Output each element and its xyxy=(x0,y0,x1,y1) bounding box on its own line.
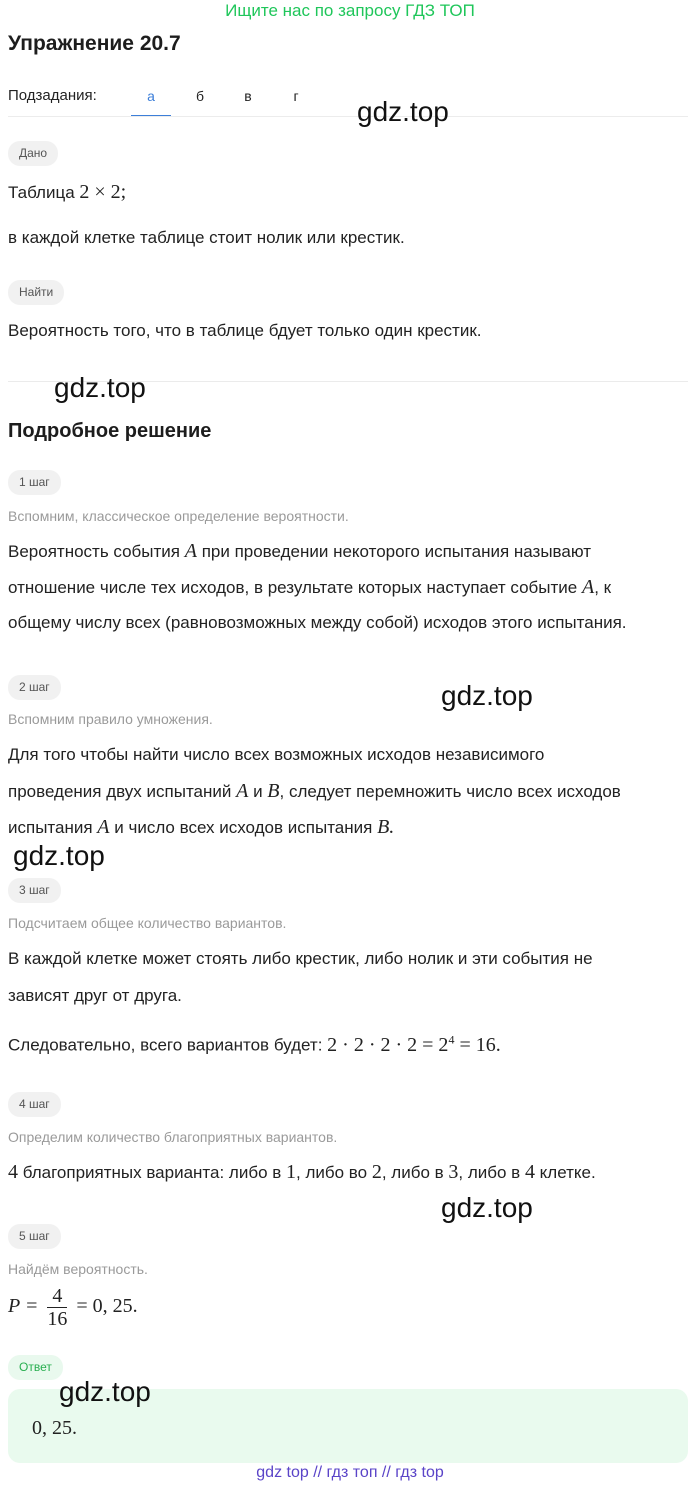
watermark: gdz.top xyxy=(441,1192,533,1223)
answer-value: 0, 25. xyxy=(32,1417,77,1439)
step-5-formula: P = $\frac{4}{16}$ = 0, 25. xyxy=(8,1285,138,1330)
tab-a[interactable]: а xyxy=(131,79,171,117)
step-2-text: , следует перемножить число всех исходов xyxy=(279,782,621,801)
given-badge: Дано xyxy=(8,141,58,166)
step-1-hint: Вспомним, классическое определение вероятности. xyxy=(8,508,349,524)
step-3-badge: 3 шаг xyxy=(8,878,61,903)
step-1-text: отношение числе тех исходов, в результате которых наступает событие xyxy=(8,578,578,597)
var-a: A xyxy=(581,576,595,598)
watermark: gdz.top xyxy=(54,372,146,403)
var-a: A xyxy=(97,816,110,838)
answer-badge: Ответ xyxy=(8,1355,63,1380)
watermark: gdz.top xyxy=(357,96,449,127)
step-3-text: Следовательно, всего вариантов будет: xyxy=(8,1035,323,1055)
watermark: gdz.top xyxy=(441,680,533,711)
step-2-hint: Вспомним правило умножения. xyxy=(8,711,213,727)
step-2-text: и число всех исходов испытания xyxy=(114,818,373,837)
var-b: B. xyxy=(377,816,395,838)
step-1-line-2 xyxy=(8,569,611,606)
find-badge: Найти xyxy=(8,280,64,305)
tab-b[interactable]: б xyxy=(195,88,205,104)
step-1-line-3: общему числу всех (равновозможных между собой) исходов этого испытания. xyxy=(8,613,627,632)
step-4-line: 4 благоприятных варианта: либо в 1, либо во 2, либо в 3, либо в 4 клетке. xyxy=(8,1161,596,1183)
tab-v[interactable]: в xyxy=(244,88,252,104)
step-2-text: испытания xyxy=(8,818,93,837)
step-3-line-3 xyxy=(8,1021,501,1064)
step-4-hint: Определим количество благоприятных вариантов. xyxy=(8,1129,338,1145)
tabs-divider xyxy=(8,116,688,117)
tab-g[interactable]: г xyxy=(293,88,299,104)
step-1-text: , к xyxy=(594,578,612,597)
step-2-text: и xyxy=(253,782,263,801)
step-1-text: при проведении некоторого испытания называют xyxy=(201,542,592,561)
step-3-line-1: В каждой клетке может стоять либо крестик, либо нолик и эти события не xyxy=(8,949,593,968)
find-text: Вероятность того, что в таблице бдует только один крестик. xyxy=(8,321,482,340)
step-3-hint: Подсчитаем общее количество вариантов. xyxy=(8,915,287,931)
given-line-1-text: Таблица xyxy=(8,183,75,202)
var-a: A xyxy=(184,540,197,562)
step-5-badge: 5 шаг xyxy=(8,1224,61,1249)
given-line-2: в каждой клетке таблице стоит нолик или крестик. xyxy=(8,228,405,247)
given-line-1-math: 2 × 2; xyxy=(79,181,127,203)
step-3-line-2: зависят друг от друга. xyxy=(8,986,182,1005)
step-2-line-1: Для того чтобы найти число всех возможных исходов независимого xyxy=(8,745,545,764)
var-b: B xyxy=(267,780,280,802)
footer-links[interactable]: gdz top // гдз топ // гдз top xyxy=(256,1464,444,1481)
page-title: Упражнение 20.7 xyxy=(8,32,181,55)
step-1-text: Вероятность события xyxy=(8,542,180,561)
step-5-hint: Найдём вероятность. xyxy=(8,1261,148,1277)
step-1-badge: 1 шаг xyxy=(8,470,61,495)
watermark: gdz.top xyxy=(13,840,105,871)
step-4-badge: 4 шаг xyxy=(8,1092,61,1117)
step-1-line-1 xyxy=(8,533,591,570)
var-a: A xyxy=(236,780,249,802)
step-3-math: $2 \cdot 2 \cdot 2 \cdot 2 = 2^4 = 16$. xyxy=(327,1032,501,1056)
watermark: gdz.top xyxy=(59,1376,151,1407)
subtasks-label: Подзадания: xyxy=(8,87,97,104)
step-2-line-2 xyxy=(8,773,621,810)
top-banner[interactable]: Ищите нас по запросу ГДЗ ТОП xyxy=(225,1,475,20)
solution-title: Подробное решение xyxy=(8,420,212,442)
step-2-text: проведения двух испытаний xyxy=(8,782,232,801)
given-line-1 xyxy=(8,174,126,211)
step-2-badge: 2 шаг xyxy=(8,675,61,700)
